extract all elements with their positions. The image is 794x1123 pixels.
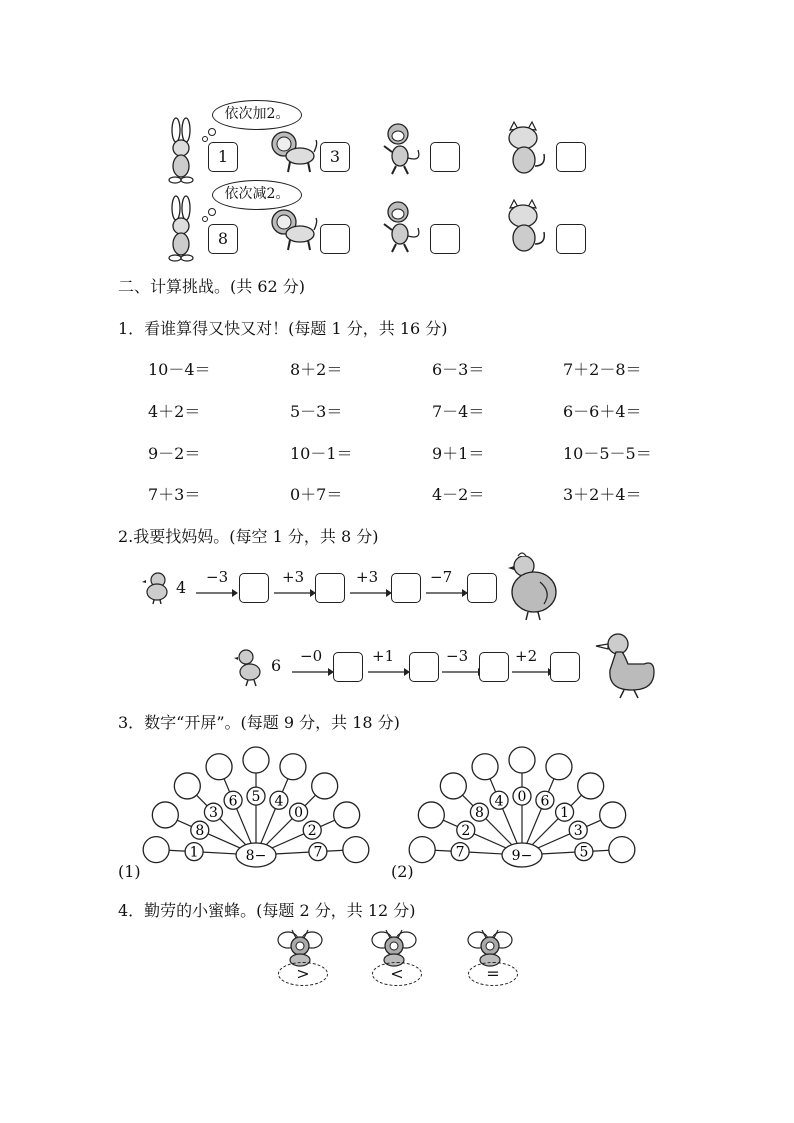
fan-number: 0: [294, 805, 304, 822]
chain-start-number: 6: [271, 656, 282, 675]
answer-circle[interactable]: [509, 747, 535, 773]
fan-number: 1: [189, 844, 199, 861]
fan-number: 6: [540, 793, 550, 810]
fan-number: 7: [313, 844, 323, 861]
answer-circle[interactable]: [578, 773, 604, 799]
bubble-text-row1: 依次加2。: [224, 106, 290, 122]
answer-circle[interactable]: [609, 837, 635, 863]
box-value: 8: [217, 229, 229, 248]
equation: 4－2＝: [432, 485, 485, 504]
operation-label: +3: [356, 568, 379, 586]
box-value: 1: [217, 147, 229, 166]
fan-label-2: (2): [391, 862, 414, 881]
bee-sign-oval: [468, 962, 518, 986]
answer-circle[interactable]: [472, 754, 498, 780]
section-title: 二、计算挑战。(共 62 分): [118, 277, 306, 296]
question-3-title: 3．数字“开屏”。(每题 9 分，共 18 分): [118, 713, 400, 732]
operation-label: −0: [300, 647, 323, 665]
fan-number: 3: [573, 823, 583, 840]
comparison-sign: >: [296, 964, 310, 983]
operation-label: +1: [372, 647, 395, 665]
equation: 7－4＝: [432, 402, 485, 421]
equation: 8＋2＝: [290, 360, 343, 379]
fan-center-text: 8−: [245, 848, 267, 864]
fan-number: 2: [461, 823, 471, 840]
answer-circle[interactable]: [600, 802, 626, 828]
operation-label: −3: [446, 647, 469, 665]
answer-circle[interactable]: [409, 837, 435, 863]
fan-number: 5: [579, 844, 589, 861]
operation-label: −7: [430, 568, 453, 586]
equation: 9－2＝: [148, 444, 201, 463]
operation-label: +3: [282, 568, 305, 586]
fan-number: 7: [455, 844, 465, 861]
answer-circle[interactable]: [546, 754, 572, 780]
equation: 10－1＝: [290, 444, 353, 463]
equation: 7＋3＝: [148, 485, 201, 504]
equation: 3＋2＋4＝: [563, 485, 642, 504]
equation: 6－3＝: [432, 360, 485, 379]
equation: 9＋1＝: [432, 444, 485, 463]
comparison-sign: =: [486, 964, 500, 983]
question-4-title: 4．勤劳的小蜜蜂。(每题 2 分，共 12 分): [118, 901, 416, 920]
equation: 10－4＝: [148, 360, 211, 379]
equation: 6－6＋4＝: [563, 402, 642, 421]
fan-number: 0: [517, 789, 527, 806]
operation-label: +2: [515, 647, 538, 665]
bee-sign-oval: [372, 962, 422, 986]
fan-label-1: (1): [118, 862, 141, 881]
equation: 10－5－5＝: [563, 444, 652, 463]
fan-number: 8: [474, 805, 484, 822]
comparison-sign: <: [390, 964, 404, 983]
fan-number: 4: [274, 793, 284, 810]
fan-number: 8: [195, 823, 205, 840]
equation: 0＋7＝: [290, 485, 343, 504]
bubble-text-row2: 依次减2。: [224, 186, 290, 202]
box-value: 3: [329, 147, 341, 166]
answer-circle[interactable]: [440, 773, 466, 799]
fan-number: 2: [307, 823, 317, 840]
fan-number: 6: [228, 793, 238, 810]
chain-start-number: 4: [176, 578, 187, 597]
answer-circle[interactable]: [418, 802, 444, 828]
fan-number: 4: [494, 793, 504, 810]
bee-sign-oval: [278, 962, 328, 986]
equation: 7＋2－8＝: [563, 360, 642, 379]
fan-number: 1: [560, 805, 570, 822]
equation: 4＋2＝: [148, 402, 201, 421]
fan-number: 3: [208, 805, 218, 822]
question-2-title: 2.我要找妈妈。(每空 1 分，共 8 分): [118, 527, 379, 546]
operation-label: −3: [206, 568, 229, 586]
fan-center-text: 9−: [511, 848, 533, 864]
equation: 5－3＝: [290, 402, 343, 421]
fan-number: 5: [251, 789, 261, 806]
question-1-title: 1．看谁算得又快又对！(每题 1 分，共 16 分): [118, 319, 448, 338]
